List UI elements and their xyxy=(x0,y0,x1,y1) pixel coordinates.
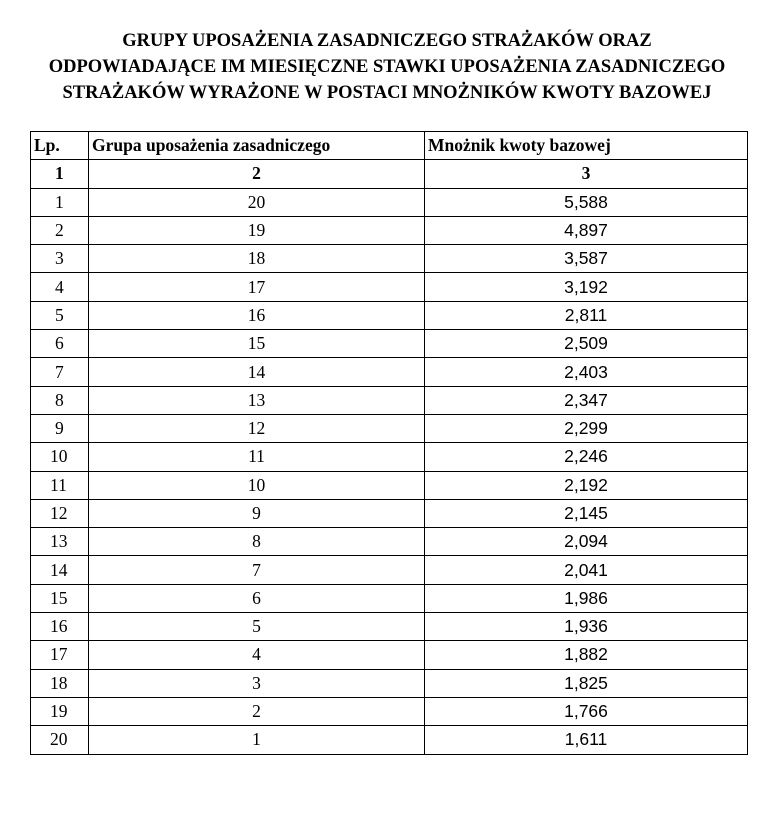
document-title xyxy=(0,28,774,106)
cell-lp: 17 xyxy=(31,641,89,669)
cell-group: 15 xyxy=(89,330,425,358)
cell-lp: 2 xyxy=(31,216,89,244)
cell-group: 14 xyxy=(89,358,425,386)
cell-lp: 11 xyxy=(31,471,89,499)
cell-group: 13 xyxy=(89,386,425,414)
cell-lp: 9 xyxy=(31,414,89,442)
cell-multiplier: 2,299 xyxy=(425,414,748,442)
cell-multiplier: 1,882 xyxy=(425,641,748,669)
cell-group: 1 xyxy=(89,726,425,754)
cell-lp: 7 xyxy=(31,358,89,386)
table-row xyxy=(31,613,748,641)
cell-group: 17 xyxy=(89,273,425,301)
cell-group: 4 xyxy=(89,641,425,669)
cell-multiplier: 2,509 xyxy=(425,330,748,358)
cell-multiplier: 2,811 xyxy=(425,301,748,329)
table-header-row xyxy=(31,132,748,160)
cell-multiplier: 1,936 xyxy=(425,613,748,641)
cell-group: 10 xyxy=(89,471,425,499)
table-row xyxy=(31,301,748,329)
cell-multiplier: 5,588 xyxy=(425,188,748,216)
table-row xyxy=(31,414,748,442)
cell-group: 20 xyxy=(89,188,425,216)
cell-lp: 16 xyxy=(31,613,89,641)
cell-group: 11 xyxy=(89,443,425,471)
cell-lp: 8 xyxy=(31,386,89,414)
header-multiplier: Mnożnik kwoty bazowej xyxy=(425,132,748,160)
table-row xyxy=(31,273,748,301)
cell-lp: 3 xyxy=(31,245,89,273)
table-row xyxy=(31,443,748,471)
column-number-1: 1 xyxy=(31,160,89,188)
table-row xyxy=(31,358,748,386)
cell-lp: 10 xyxy=(31,443,89,471)
cell-multiplier: 3,587 xyxy=(425,245,748,273)
cell-multiplier: 2,403 xyxy=(425,358,748,386)
cell-multiplier: 4,897 xyxy=(425,216,748,244)
cell-lp: 5 xyxy=(31,301,89,329)
table-row xyxy=(31,216,748,244)
cell-multiplier: 3,192 xyxy=(425,273,748,301)
cell-group: 6 xyxy=(89,584,425,612)
table-row xyxy=(31,641,748,669)
cell-lp: 1 xyxy=(31,188,89,216)
table-row xyxy=(31,386,748,414)
cell-multiplier: 1,766 xyxy=(425,697,748,725)
title-line-1: GRUPY UPOSAŻENIA ZASADNICZEGO STRAŻAKÓW ORAZ xyxy=(122,31,652,51)
cell-group: 5 xyxy=(89,613,425,641)
cell-group: 18 xyxy=(89,245,425,273)
cell-lp: 18 xyxy=(31,669,89,697)
cell-group: 16 xyxy=(89,301,425,329)
table-row xyxy=(31,188,748,216)
column-number-2: 2 xyxy=(89,160,425,188)
table-row xyxy=(31,245,748,273)
table-row xyxy=(31,499,748,527)
cell-multiplier: 2,094 xyxy=(425,528,748,556)
cell-lp: 19 xyxy=(31,697,89,725)
cell-group: 3 xyxy=(89,669,425,697)
header-lp: Lp. xyxy=(31,132,89,160)
cell-lp: 13 xyxy=(31,528,89,556)
cell-lp: 15 xyxy=(31,584,89,612)
salary-table xyxy=(30,131,748,755)
cell-multiplier: 1,611 xyxy=(425,726,748,754)
column-number-row xyxy=(31,160,748,188)
cell-group: 7 xyxy=(89,556,425,584)
table-row xyxy=(31,330,748,358)
cell-group: 9 xyxy=(89,499,425,527)
table-row xyxy=(31,471,748,499)
table-row xyxy=(31,726,748,754)
cell-group: 19 xyxy=(89,216,425,244)
title-line-2: ODPOWIADAJĄCE IM MIESIĘCZNE STAWKI UPOSAŻENIA ZASADNICZEGO xyxy=(48,57,726,77)
cell-multiplier: 2,041 xyxy=(425,556,748,584)
header-group: Grupa uposażenia zasadniczego xyxy=(89,132,425,160)
cell-lp: 6 xyxy=(31,330,89,358)
title-line-3: STRAŻAKÓW WYRAŻONE W POSTACI MNOŻNIKÓW KWOTY BAZOWEJ xyxy=(62,83,712,103)
cell-lp: 4 xyxy=(31,273,89,301)
cell-group: 2 xyxy=(89,697,425,725)
cell-multiplier: 1,986 xyxy=(425,584,748,612)
cell-lp: 14 xyxy=(31,556,89,584)
table-row xyxy=(31,697,748,725)
cell-group: 12 xyxy=(89,414,425,442)
table-row xyxy=(31,584,748,612)
cell-multiplier: 2,145 xyxy=(425,499,748,527)
cell-multiplier: 2,192 xyxy=(425,471,748,499)
table-row xyxy=(31,528,748,556)
cell-multiplier: 1,825 xyxy=(425,669,748,697)
column-number-3: 3 xyxy=(425,160,748,188)
cell-lp: 12 xyxy=(31,499,89,527)
table-row xyxy=(31,556,748,584)
cell-group: 8 xyxy=(89,528,425,556)
cell-multiplier: 2,347 xyxy=(425,386,748,414)
cell-lp: 20 xyxy=(31,726,89,754)
table-row xyxy=(31,669,748,697)
cell-multiplier: 2,246 xyxy=(425,443,748,471)
